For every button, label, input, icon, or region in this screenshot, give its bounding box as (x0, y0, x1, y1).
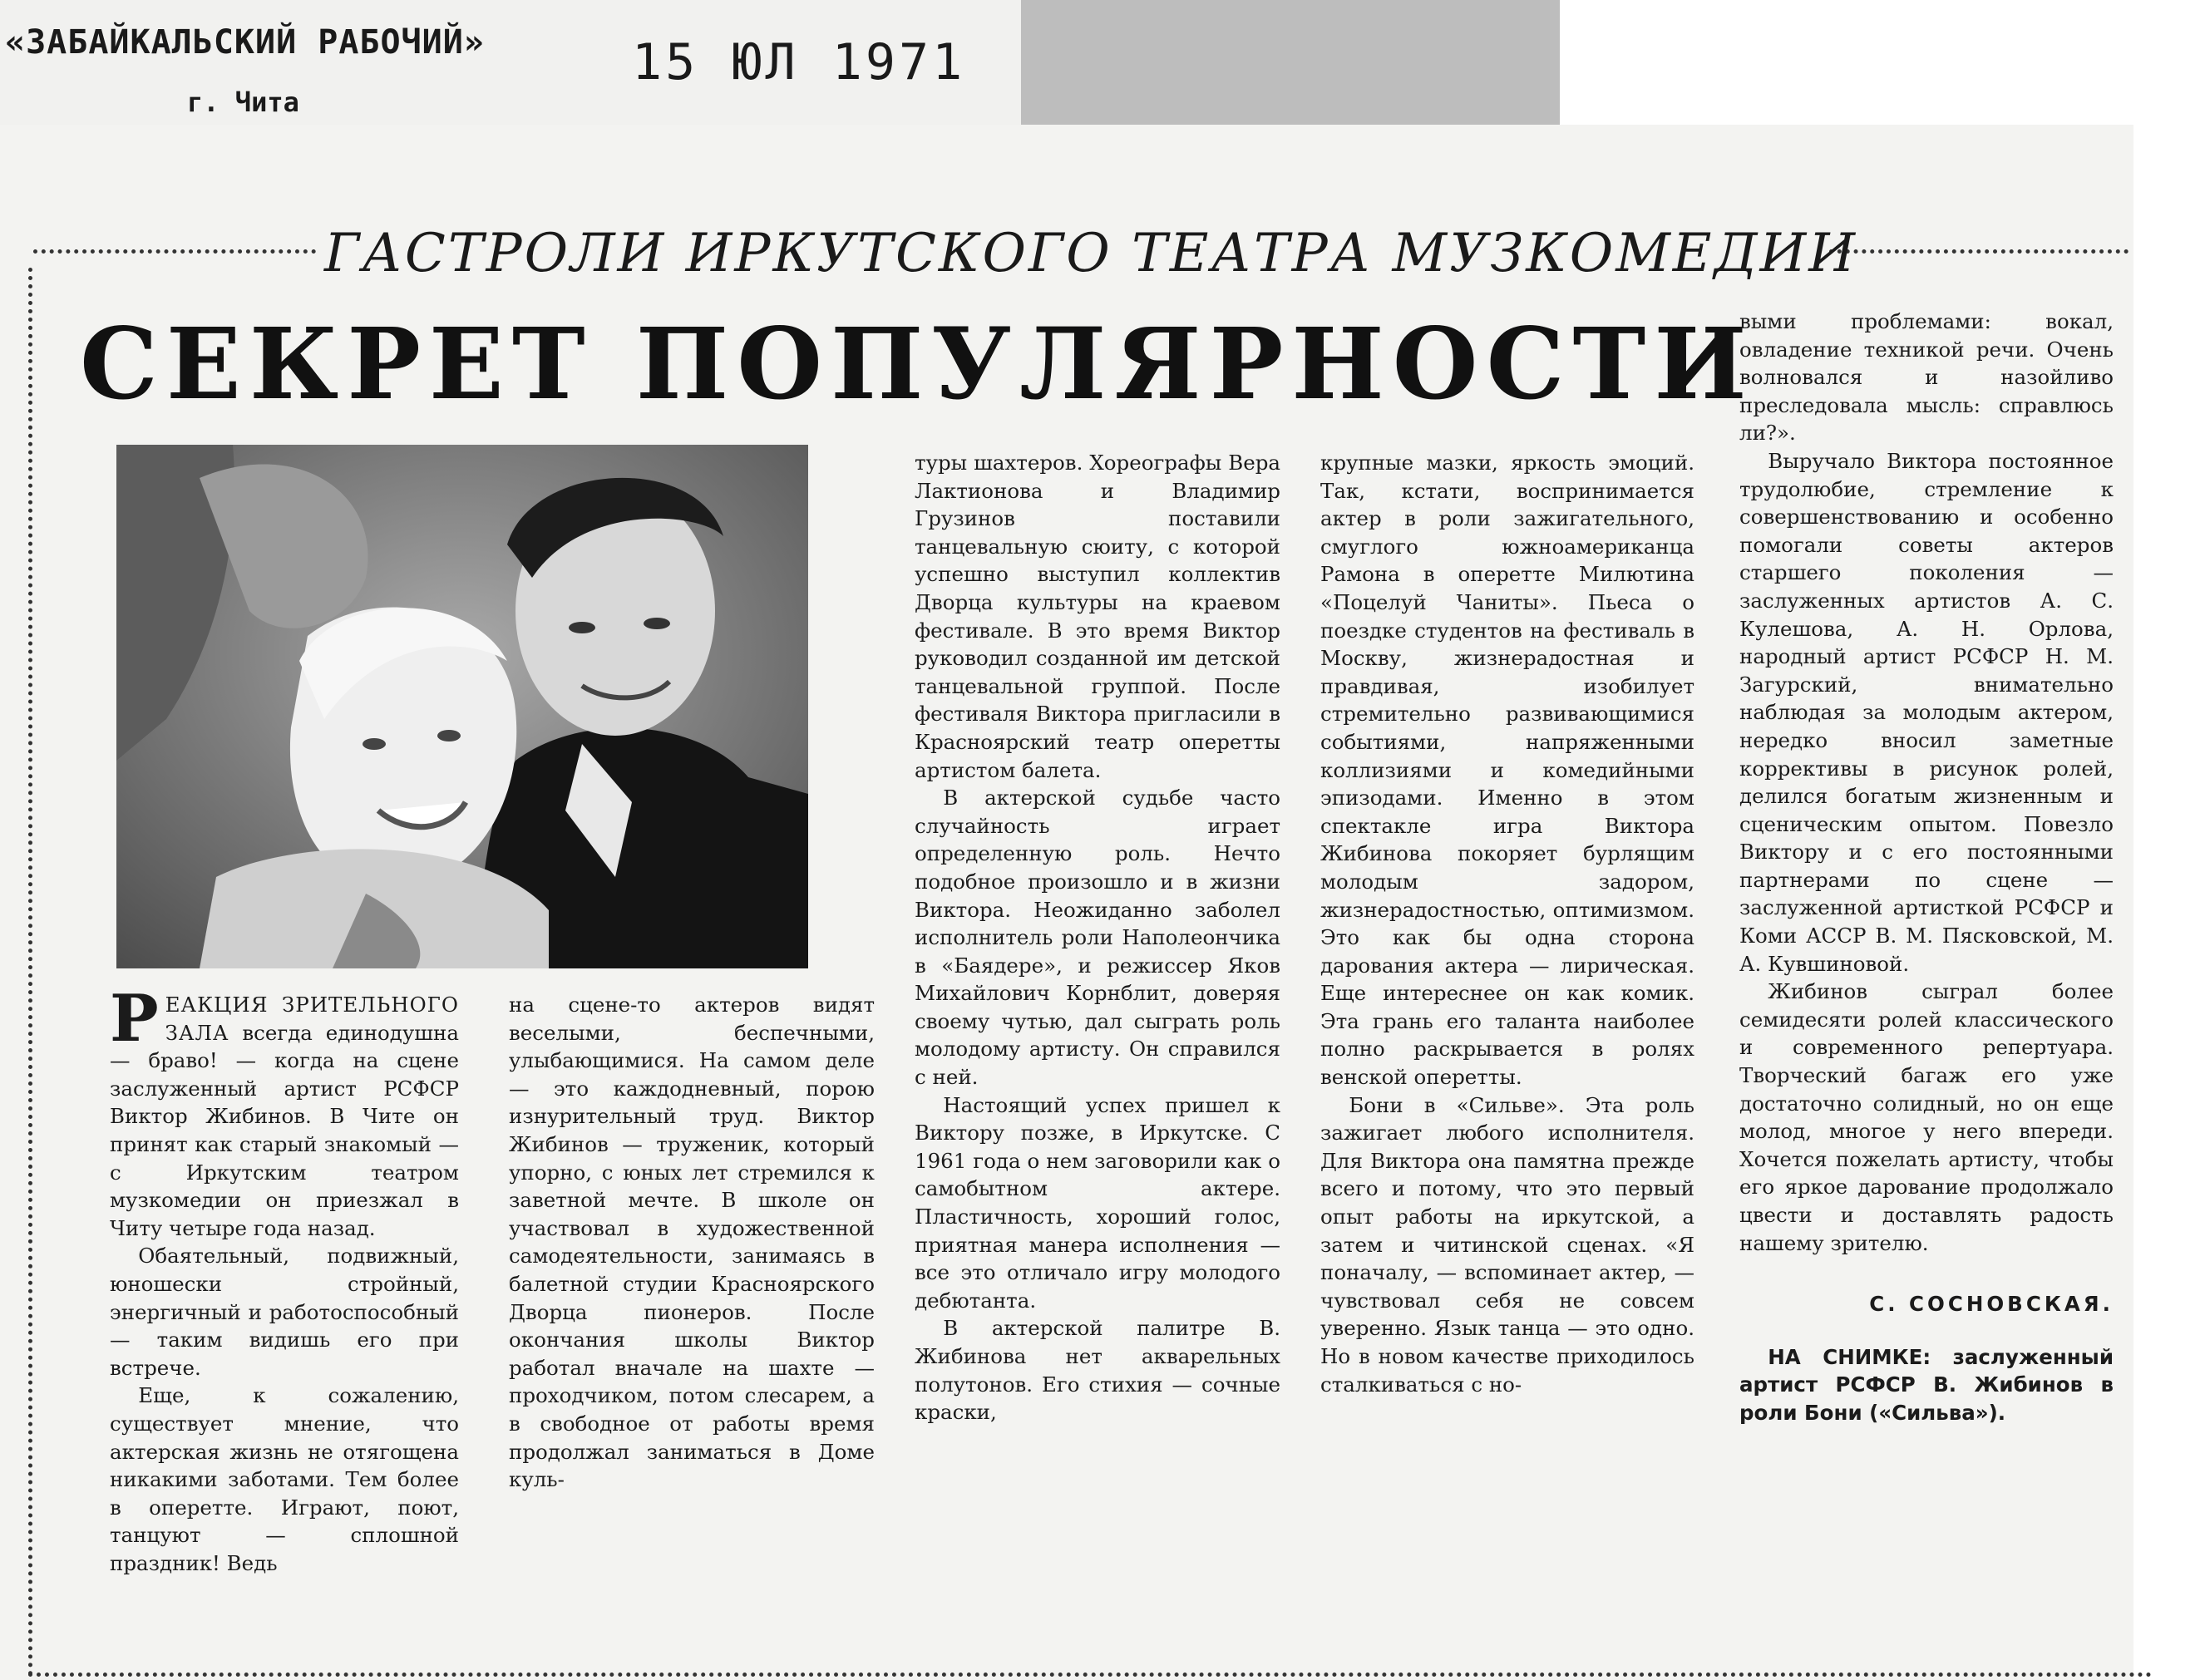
article-column-4 (1320, 449, 1694, 1398)
author-signature: С. СОСНОВСКАЯ. (1869, 1292, 2114, 1317)
drop-cap: Р (110, 981, 159, 1057)
border-ornament-left (33, 249, 316, 275)
border-ornament-right (1829, 249, 2128, 275)
paragraph-4: В актерской судьбе часто случайность играет определенную роль. Нечто подобное произошло и в жизни Виктора. Неожиданно заболел исполнитель роли Наполеончика в «Баядере», и режиссер Яков Михайлович Корнблит, доверяя своему чутью, дал сыграть роль молодому артисту. Он справился с ней. (915, 786, 1280, 1090)
paragraph-3-start: Еще, к сожалению, существует мнение, что актерская жизнь не отягощена никакими заботами. Тем более в оперетте. Играют, поют, танцуют — сплошной праздник! Ведь (110, 1383, 459, 1575)
article-column-1 (110, 981, 459, 1577)
article-column-3 (915, 449, 1280, 1426)
paragraph-5: Настоящий успех пришел к Виктору позже, в Иркутске. С 1961 года о нем заговорили как о самобытном актере. Пластичность, хороший голос, приятная манера исполнения — все это отличало игру молодого дебютанта. (915, 1092, 1280, 1313)
lead-paragraph (110, 981, 459, 1242)
paragraph-6-start: В актерской палитре В. Жибинова нет акварельных полутонов. Его стихия — сочные краски, (915, 1316, 1280, 1425)
paragraph-7-end: выми проблемами: вокал, овладение техникой речи. Очень волновался и назойливо преследовала мысль: справлюсь ли?». (1739, 309, 2114, 446)
paragraph-6-cont: крупные мазки, яркость эмоций. Так, кстати, воспринимается актер в роли зажигательного, смуглого южноамериканца Рамона в оперетте Милютина «Поцелуй Чаниты». Пьеса о поездке студентов на фестиваль в Москву, жизнерадостная и правдивая, изобилует стремительно развивающимися событиями, напряженными коллизиями и комедийными эпизодами. Именно в этом спектакле игра Виктора Жибинова покоряет бурлящим молодым задором, жизнерадостностью, оптимизмом. Это как бы одна сторона дарования актера — лирическая. Еще интереснее он как комик. Эта грань его таланта наиболее полно раскрывается в ролях венской оперетты. (1320, 451, 1694, 1090)
paragraph-2: Обаятельный, подвижный, юношески стройный, энергичный и работоспособный — таким видишь его при встрече. (110, 1244, 459, 1380)
lead-caps: ЕАКЦИЯ ЗРИТЕЛЬНОГО ЗАЛА (165, 993, 459, 1045)
article-headline: СЕКРЕТ ПОПУЛЯРНОСТИ (80, 306, 1755, 421)
article-column-2 (509, 991, 875, 1494)
city-stamp: г. Чита (187, 86, 299, 118)
paragraph-1-text: всегда единодушна — браво! — когда на сцене заслуженный артист РСФСР Виктор Жибинов. В Чите он принят как старый знакомый — с Иркутским театром музкомедии он приезжал в Читу четыре года назад. (110, 1020, 459, 1240)
rubric-heading: ГАСТРОЛИ ИРКУТСКОГО ТЕАТРА МУЗКОМЕДИИ (324, 223, 1858, 284)
article-column-5 (1739, 308, 2114, 1427)
newspaper-stamp: «ЗАБАЙКАЛЬСКИЙ РАБОЧИЙ» (5, 23, 485, 62)
date-stamp: 15 ЮЛ 1971 (632, 33, 966, 91)
paragraph-3-cont: на сцене-то актеров видят веселыми, беспечными, улыбающимися. На самом деле — это каждодневный, порою изнурительный труд. Виктор Жибинов — труженик, который упорно, с юных лет стремился к заветной мечте. В школе он участвовал в художественной самодеятельности, занимаясь в балетной студии Красноярского Дворца пионеров. После окончания школы Виктор работал вначале на шахте — проходчиком, потом слесарем, а в свободное от работы время продолжал заниматься в Доме куль- (509, 993, 875, 1492)
paragraph-9: Жибинов сыграл более семидесяти ролей классического и современного репертуара. Творческий багаж его уже достаточно солидный, но он еще молод, многое у него впереди. Хочется пожелать артисту, чтобы его яркое дарование продолжало цвести и доставлять радость нашему зрителю. (1739, 979, 2114, 1255)
paragraph-7-start: Бони в «Сильве». Эта роль зажигает любого исполнителя. Для Виктора она памятна прежде всего и потому, что это первый опыт работы на иркутской, а затем и читинской сценах. «Я поначалу, — вспоминает актер, — чувствовал себя не совсем уверенно. Язык танца — это одно. Но в новом качестве приходилось сталкиваться с но- (1320, 1092, 1694, 1397)
photo-image (116, 445, 808, 968)
photo-caption: НА СНИМКЕ: заслуженный артист РСФСР В. Жибинов в роли Бони («Сильва»). (1739, 1344, 2114, 1425)
paragraph-8: Выручало Виктора постоянное трудолюбие, стремление к совершенствованию и особенно помогали советы актеров старшего поколения — заслуженных артистов А. С. Кулешова, А. Н. Орлова, народный артист РСФСР Н. М. Загурский, внимательно наблюдая за молодым актером, нередко вносил заметные коррективы в рисунок ролей, делился богатым жизненным и сценическим опытом. Повезло Виктору и с его постоянными партнерами по сцене — заслуженной артисткой РСФСР и Коми АССР В. М. Пясковской, М. А. Кувшиновой. (1739, 448, 2114, 976)
article-photo (116, 445, 808, 968)
paragraph-3-end: туры шахтеров. Хореографы Вера Лактионова и Владимир Грузинов поставили танцевальную сюиту, с которой успешно выступил коллектив Дворца культуры на краевом фестивале. В это время Виктор руководил созданной им детской танцевальной группой. После фестиваля Виктора пригласили в Красноярский театр оперетты артистом балета. (915, 451, 1280, 782)
